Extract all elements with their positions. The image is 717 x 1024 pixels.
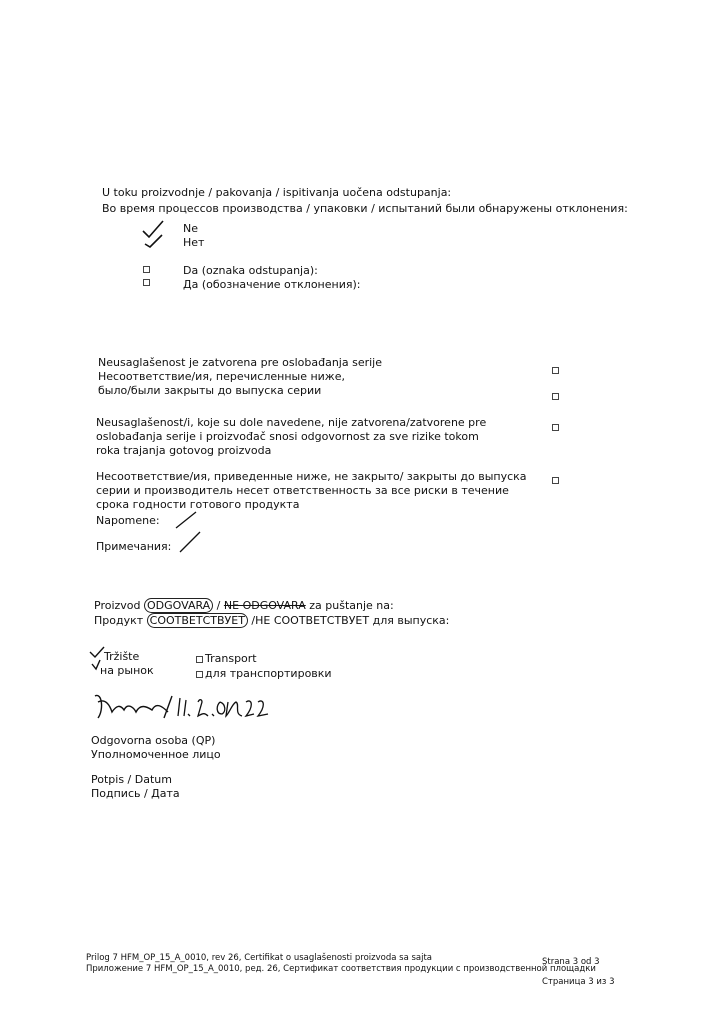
nc-open-sr-1: Neusaglašenost/i, koje su dole navedene, nije zatvorena/zatvorene pre	[96, 416, 487, 429]
no-option-label-sr: Ne	[183, 222, 198, 235]
release-option-yes-sr: ODGOVARA	[144, 598, 213, 613]
release-option-no-sr: NE ODGOVARA	[223, 599, 306, 612]
release-suffix-sr: za puštanje na:	[305, 599, 394, 612]
release-prefix-ru: Продукт	[94, 614, 147, 627]
nc-open-ru-2: серии и производитель несет ответственность за все риски в течение	[96, 484, 509, 497]
market-label-ru: на рынок	[100, 664, 154, 677]
footer-page-sr: Strana 3 od 3	[542, 957, 600, 967]
release-option-no-ru: НЕ СООТВЕТСТВУЕТ	[255, 614, 370, 627]
footer-doc-sr: Prilog 7 HFM_OP_15_A_0010, rev 26, Certifikat o usaglašenosti proizvoda sa sajta	[86, 953, 433, 963]
release-sep-sr: /	[213, 599, 224, 612]
responsible-person-sr: Odgovorna osoba (QP)	[91, 734, 216, 747]
no-checkmark-icon	[140, 219, 170, 251]
responsible-person-ru: Уполномоченное лицо	[91, 748, 221, 761]
deviations-question-ru: Во время процессов производства / упаковки / испытаний были обнаружены отклонения:	[102, 202, 628, 215]
nc-open-checkbox-ru[interactable]	[552, 477, 559, 484]
release-prefix-sr: Proizvod	[94, 599, 144, 612]
sign-date-label-ru: Подпись / Дата	[91, 787, 180, 800]
transport-checkbox[interactable]	[196, 656, 203, 663]
yes-checkbox[interactable]	[143, 266, 150, 273]
no-option-label-ru: Нет	[183, 236, 205, 249]
notes-label-ru: Примечания:	[96, 540, 172, 553]
nc-closed-sr: Neusaglašenost je zatvorena pre oslobađanja serije	[98, 356, 382, 369]
release-statement-sr	[94, 599, 394, 613]
market-label-sr: Tržište	[104, 650, 140, 663]
sign-date-label-sr: Potpis / Datum	[91, 773, 172, 786]
nc-closed-ru-2: было/были закрыты до выпуска серии	[98, 384, 322, 397]
nc-open-ru-1: Несоответствие/ия, приведенные ниже, не закрыто/ закрыты до выпуска	[96, 470, 527, 483]
yes-checkbox-ru[interactable]	[143, 279, 150, 286]
release-suffix-ru: для выпуска:	[369, 614, 450, 627]
yes-option-label-sr: Da (oznaka odstupanja):	[183, 264, 318, 277]
transport-checkbox-ru[interactable]	[196, 671, 203, 678]
handwritten-signature-date-icon	[90, 688, 280, 728]
nc-closed-ru-1: Несоответствие/ия, перечисленные ниже,	[98, 370, 345, 383]
notes-slash-ru-icon	[178, 530, 202, 554]
notes-label-sr: Napomene:	[96, 514, 160, 527]
release-statement-ru	[94, 614, 449, 628]
release-sep-ru: /	[247, 614, 256, 627]
nc-open-sr-2: oslobađanja serije i proizvođač snosi odgovornost za sve rizike tokom	[96, 430, 479, 443]
nc-open-sr-3: roka trajanja gotovog proizvoda	[96, 444, 272, 457]
nc-open-checkbox-sr[interactable]	[552, 424, 559, 431]
footer-doc-ru: Приложение 7 HFM_OP_15_A_0010, ред. 26, Сертификат соответствия продукции с производственной площадки	[86, 964, 596, 974]
nc-closed-checkbox-sr[interactable]	[552, 367, 559, 374]
footer-page-ru: Страница 3 из 3	[542, 977, 615, 987]
deviations-question-sr: U toku proizvodnje / pakovanja / ispitivanja uočena odstupanja:	[102, 186, 452, 199]
yes-option-label-ru: Да (обозначение отклонения):	[183, 278, 361, 291]
nc-open-ru-3: срока годности готового продукта	[96, 498, 300, 511]
transport-label-sr: Transport	[205, 652, 257, 665]
transport-label-ru: для транспортировки	[205, 667, 332, 680]
release-option-yes-ru: СООТВЕТСТВУЕТ	[147, 613, 248, 628]
nc-closed-checkbox-ru[interactable]	[552, 393, 559, 400]
notes-slash-icon	[174, 510, 198, 530]
